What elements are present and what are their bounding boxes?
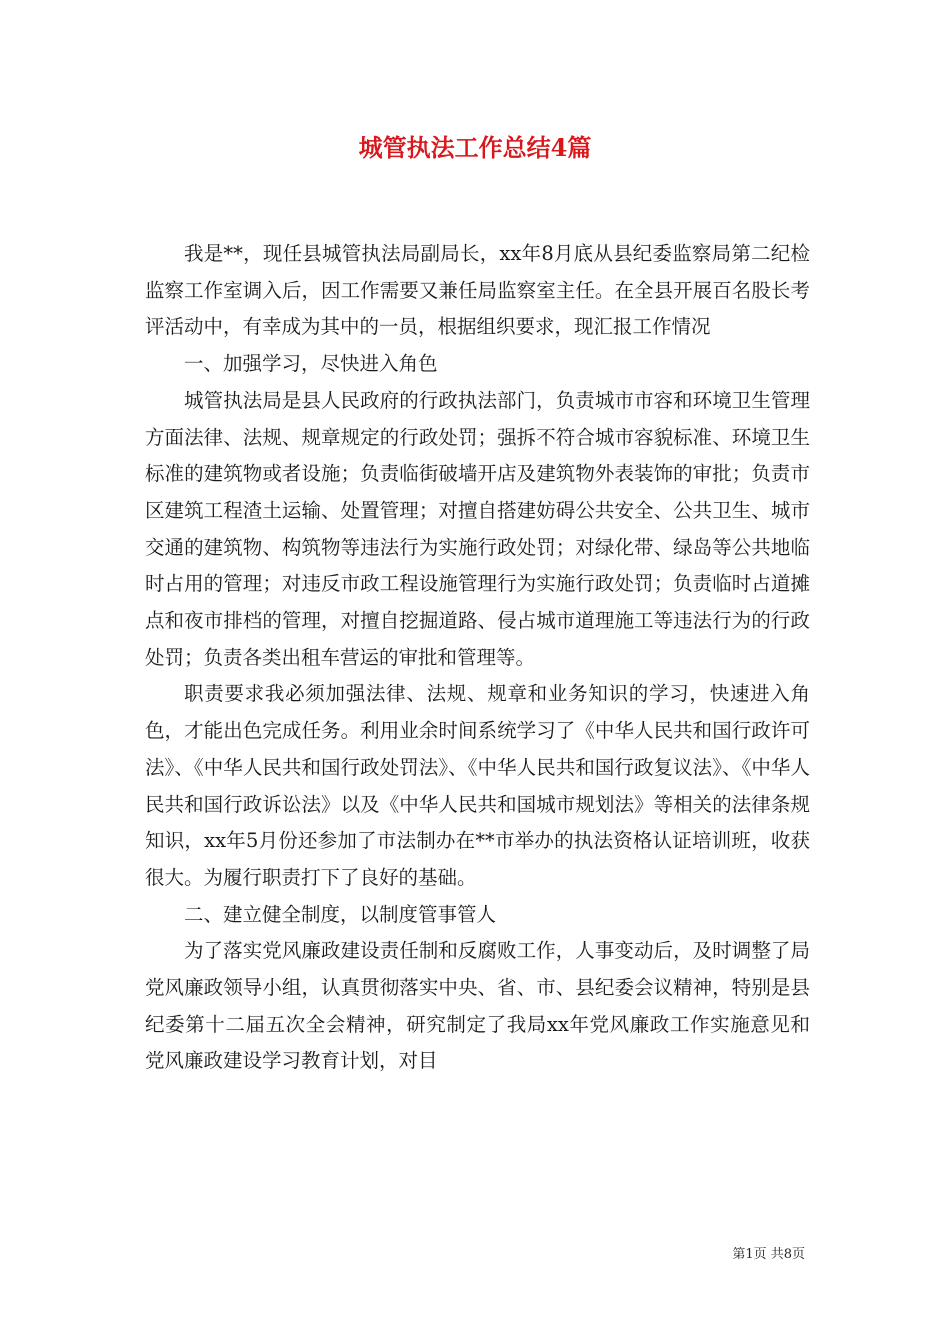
section-heading-2: 二、建立健全制度，以制度管事管人 [184,902,497,926]
paragraph-duties: 城管执法局是县人民政府的行政执法部门，负责城市市容和环境卫生管理方面法律、法规、规章规定的行政处罚；强拆不符合城市容貌标准、环境卫生标准的建筑物或者设施；负责临街破墙开店及建筑物外表装饰的审批；负责市区建筑工程渣土运输、处置管理；对擅自搭建妨碍公共安全、公共卫生、城市交通的建筑物、构筑物等违法行为实施行政处罚；对绿化带、绿岛等公共地临时占用的管理；对违反市政工程设施管理行为实施行政处罚；负责临时占道摊点和夜市排档的管理，对擅自挖掘道路、侵占城市道理施工等违法行为的行政处罚；负责各类出租车营运的审批和管理等。 [145,388,810,669]
section-heading-1: 一、加强学习，尽快进入角色 [184,352,438,376]
paragraph-system: 为了落实党风廉政建设责任制和反腐败工作，人事变动后，及时调整了局党风廉政领导小组，认真贯彻落实中央、省、市、县纪委会议精神，特别是县纪委第十二届五次全会精神，研究制定了我局xx年党风廉政工作实施意见和党风廉政建设学习教育计划，对目 [145,939,810,1073]
document-body [145,236,810,1080]
paragraph-intro: 我是**，现任县城管执法局副局长，xx年8月底从县纪委监察局第二纪检监察工作室调入后，因工作需要又兼任局监察室主任。在全县开展百名股长考评活动中，有幸成为其中的一员，根据组织要求，现汇报工作情况 [145,242,810,339]
page-number: 第1页 共8页 [732,1247,805,1262]
paragraph-study: 职责要求我必须加强法律、法规、规章和业务知识的学习，快速进入角色，才能出色完成任务。利用业余时间系统学习了《中华人民共和国行政许可法》、《中华人民共和国行政处罚法》、《中华人民共和国行政复议法》、《中华人民共和国行政诉讼法》以及《中华人民共和国城市规划法》等相关的法律条规知识，xx年5月份还参加了市法制办在**市举办的执法资格认证培训班，收获很大。为履行职责打下了良好的基础。 [145,682,810,889]
document-title: 城管执法工作总结4篇 [358,133,592,162]
